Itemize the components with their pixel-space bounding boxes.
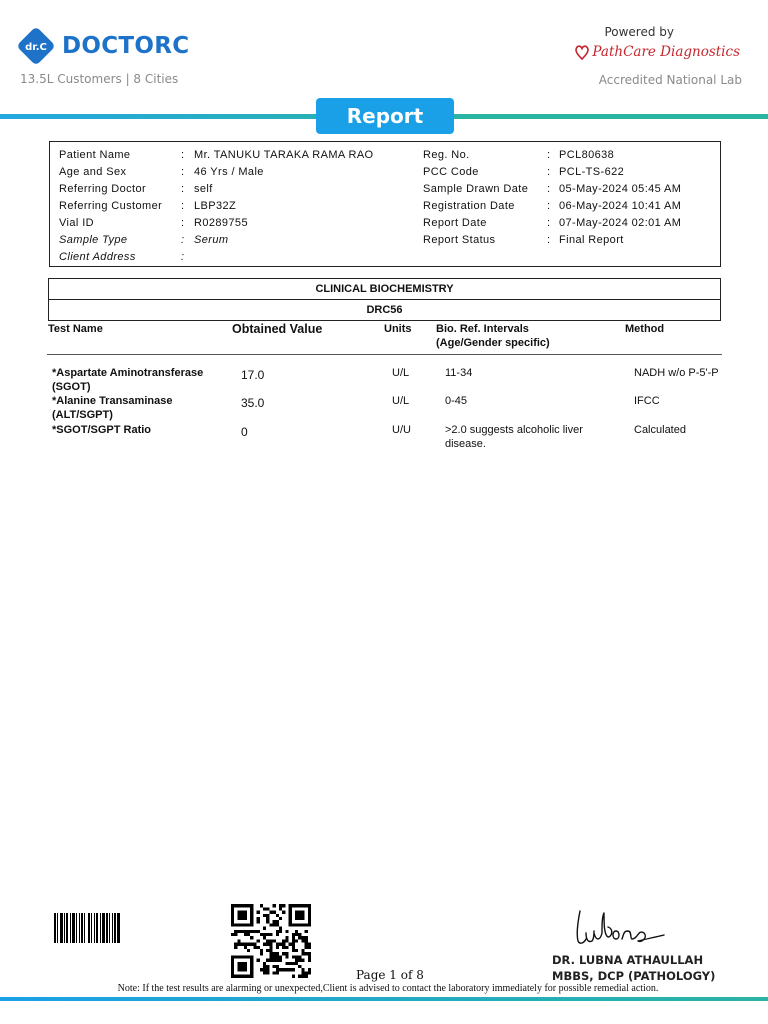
qr-module [269,959,272,962]
patient-details-left [59,148,374,267]
qr-module [305,936,308,939]
qr-module [266,933,269,936]
age-sex-value: 46 Yrs / Male [194,166,264,178]
ref-interval [445,395,620,409]
qr-module [266,920,269,923]
qr-module [260,933,263,936]
patient-row [59,182,374,199]
qr-module [276,933,279,936]
field-label: Referring Customer [59,200,163,212]
qr-module [308,955,311,958]
field-separator: : [547,183,551,195]
qr-module [266,914,269,917]
qr-module [279,968,282,971]
field-separator: : [547,200,551,212]
qr-module [305,939,308,942]
qr-module [250,943,253,946]
referring-doctor-value: self [194,183,213,195]
qr-module [276,914,279,917]
registration-date-value: 06-May-2024 10:41 AM [559,200,682,212]
patient-row [59,250,374,267]
qr-module [234,930,237,933]
field-label: Report Status [423,234,496,246]
field-separator: : [181,149,185,161]
qr-module [292,943,295,946]
test-name-line2: (SGOT) [52,380,91,393]
qr-module [295,955,298,958]
qr-module [247,949,250,952]
qr-module [263,933,266,936]
patient-details-right [423,148,681,250]
patient-row [423,165,681,182]
qr-module [276,955,279,958]
qr-module [263,971,266,974]
qr-module [257,911,260,914]
qr-module [301,949,304,952]
qr-module [276,946,279,949]
qr-module [244,933,247,936]
qr-module [292,962,295,965]
test-name-line1: *Aspartate Aminotransferase [52,367,204,379]
patient-row [59,165,374,182]
qr-module [266,943,269,946]
qr-module [263,927,266,930]
field-separator: : [181,183,185,195]
ref-interval [445,367,620,381]
field-label: Patient Name [59,149,131,161]
field-separator: : [181,166,185,178]
qr-module [269,949,272,952]
referring-customer-value: LBP32Z [194,200,237,212]
test-name-line1: *SGOT/SGPT Ratio [52,424,152,436]
qr-module [253,943,256,946]
qr-module [298,975,301,978]
qr-module [308,971,311,974]
qr-module [308,952,311,955]
patient-row [423,148,681,165]
qr-module [257,939,260,942]
qr-module [292,939,295,942]
qr-module [285,936,288,939]
qr-module [301,968,304,971]
qr-module [266,949,269,952]
qr-module [279,955,282,958]
qr-module [285,946,288,949]
qr-module [269,943,272,946]
qr-module [269,946,272,949]
qr-module [260,904,263,907]
patient-name-value: Mr. TANUKU TARAKA RAMA RAO [194,149,374,161]
brand-tagline: 13.5L Customers | 8 Cities [20,72,179,86]
qr-module [269,923,272,926]
qr-module [298,936,301,939]
qr-module [260,949,263,952]
field-label: Client Address [59,251,136,263]
test-name-line2: (ALT/SGPT) [52,408,113,421]
qr-module [295,930,298,933]
vial-id-value: R0289755 [194,217,248,229]
powered-by-label: Powered by [604,25,674,39]
patient-row [423,182,681,199]
report-date-value: 07-May-2024 02:01 AM [559,217,682,229]
qr-module [305,930,308,933]
qr-module [260,968,263,971]
qr-module [289,962,292,965]
qr-module [237,943,240,946]
test-name-line1: *Alanine Transaminase [52,395,173,407]
qr-module [279,943,282,946]
field-label: Report Date [423,217,487,229]
col-header-obtained-value: Obtained Value [232,322,323,336]
barcode-bar [117,913,120,943]
qr-module [282,968,285,971]
qr-module [260,952,263,955]
qr-module [285,962,288,965]
qr-module [241,930,244,933]
qr-module [282,952,285,955]
footer-note: Note: If the test results are alarming or unexpected,Client is advised to contact the laboratory immediately for possible remedial action. [117,983,659,994]
method: NADH w/o P-5'-P [634,367,719,379]
field-label: Sample Type [59,234,128,246]
qr-module [289,943,292,946]
qr-module [269,933,272,936]
qr-module [269,911,272,914]
qr-module [273,939,276,942]
field-label: Vial ID [59,217,94,229]
partner-name: PathCare Diagnostics [592,44,740,60]
qr-module [266,959,269,962]
qr-module [292,955,295,958]
qr-module [276,930,279,933]
pcc-code-value: PCL-TS-622 [559,166,625,178]
obtained-value: 35.0 [241,396,265,410]
qr-module [279,927,282,930]
qr-module [241,943,244,946]
patient-row [59,199,374,216]
qr-module [266,939,269,942]
qr-module [266,917,269,920]
qr-module [295,911,305,921]
col-header-test-name: Test Name [48,323,103,335]
qr-module [273,911,276,914]
doctorc-logo-icon [16,26,56,66]
qr-module [266,971,269,974]
qr-module [282,904,285,907]
report-status-value: Final Report [559,234,624,246]
qr-module [247,943,250,946]
qr-module [244,946,247,949]
qr-module [305,952,308,955]
qr-module [244,943,247,946]
qr-module [282,939,285,942]
qr-module [266,965,269,968]
qr-module [253,946,256,949]
pathcare-logo [575,44,740,60]
qr-module [247,930,250,933]
obtained-value: 0 [241,425,248,439]
qr-module [273,920,276,923]
qr-module [234,946,237,949]
qr-module [282,943,285,946]
qr-module [305,943,308,946]
qr-module [295,949,298,952]
qr-module [301,952,304,955]
qr-module [237,930,240,933]
method: Calculated [634,424,686,436]
qr-module [295,962,298,965]
patient-row [59,148,374,165]
qr-module [308,943,311,946]
pathcare-heart-icon [575,44,589,60]
patient-row [423,233,681,250]
qr-module [279,930,282,933]
sample-type-value: Serum [194,234,229,246]
col-header-method: Method [625,323,665,335]
qr-module [250,936,253,939]
qr-module [292,946,295,949]
qr-module [301,939,304,942]
reg-no-value: PCL80638 [559,149,615,161]
ref-interval-line1: 11-34 [445,367,473,379]
field-label: PCC Code [423,166,479,178]
qr-module [257,959,260,962]
qr-module [301,975,304,978]
ref-interval-line1: >2.0 suggests alcoholic liver [445,424,583,436]
patient-details-box [49,141,721,267]
method: IFCC [634,395,660,407]
qr-module [237,939,240,942]
doctor-name: DR. LUBNA ATHAULLAH [552,953,704,967]
qr-module [237,911,247,921]
qr-module [295,933,298,936]
table-header-divider [47,354,722,355]
qr-module [253,930,256,933]
patient-row [59,216,374,233]
col-header-ref-line2: (Age/Gender specific) [436,337,550,349]
qr-module [263,965,266,968]
qr-module [285,939,288,942]
qr-module [263,968,266,971]
qr-module [276,959,279,962]
qr-module [292,968,295,971]
qr-module [295,939,298,942]
qr-module [273,904,276,907]
qr-module [282,946,285,949]
patient-row [423,216,681,233]
qr-module [285,968,288,971]
accredited-label: Accredited National Lab [598,73,742,87]
page-number: Page 1 of 8 [356,968,424,982]
qr-module [263,936,266,939]
footer-divider-band [0,997,768,1001]
qr-module [298,955,301,958]
barcode-image [54,913,138,943]
qr-module [269,952,272,955]
qr-module [285,930,288,933]
qr-module [308,946,311,949]
field-separator: : [181,234,185,246]
qr-module [305,975,308,978]
qr-module [301,936,304,939]
qr-module [269,955,272,958]
qr-module [266,968,269,971]
test-name [52,395,227,422]
qr-module [231,933,234,936]
field-separator: : [181,200,185,212]
qr-module [292,933,295,936]
test-name [52,367,227,394]
units: U/L [392,367,410,379]
qr-module [301,959,304,962]
col-header-ref-line1: Bio. Ref. Intervals [436,323,529,335]
field-separator: : [547,166,551,178]
panel-code-heading: DRC56 [48,299,721,321]
qr-module [250,930,253,933]
qr-module [289,968,292,971]
qr-module [237,962,247,972]
qr-module [279,917,282,920]
ref-interval [445,424,620,451]
qr-module [273,959,276,962]
field-label: Sample Drawn Date [423,183,529,195]
qr-module [308,968,311,971]
qr-module [308,959,311,962]
qr-module [234,933,237,936]
doctor-signature [572,903,668,949]
qr-module [276,943,279,946]
field-label: Reg. No. [423,149,470,161]
col-header-ref-intervals [436,322,550,350]
qr-module [276,965,279,968]
qr-module [305,971,308,974]
obtained-value: 17.0 [241,368,265,382]
department-heading: CLINICAL BIOCHEMISTRY [48,278,721,300]
qr-module [276,971,279,974]
qr-module [292,975,295,978]
field-separator: : [181,217,185,229]
qr-module [301,971,304,974]
qr-module [263,962,266,965]
qr-module [285,955,288,958]
qr-module [295,959,298,962]
col-header-units: Units [384,323,412,335]
logo-mark-text: dr.C [25,42,47,53]
ref-interval-line2: disease. [445,437,486,450]
test-name [52,424,227,438]
qr-module [298,933,301,936]
qr-module [269,939,272,942]
qr-module [273,965,276,968]
qr-module [292,936,295,939]
qr-code-image [231,904,311,978]
qr-module [257,946,260,949]
qr-module [276,952,279,955]
qr-module [257,917,260,920]
qr-module [282,911,285,914]
qr-module [279,907,282,910]
qr-module [263,907,266,910]
field-separator: : [181,251,185,263]
ref-interval-line1: 0-45 [445,395,468,407]
doctorc-logo [16,26,189,66]
field-separator: : [547,217,551,229]
units: U/L [392,395,410,407]
qr-module [273,971,276,974]
qr-module [276,968,279,971]
qr-module [266,907,269,910]
qr-module [305,946,308,949]
qr-module [257,920,260,923]
qr-module [273,952,276,955]
qr-module [285,952,288,955]
qr-module [273,923,276,926]
patient-row [423,199,681,216]
qr-module [257,930,260,933]
qr-module [279,959,282,962]
qr-module [273,955,276,958]
qr-module [298,959,301,962]
doctor-qualification: MBBS, DCP (PATHOLOGY) [552,969,716,983]
qr-module [276,923,279,926]
qr-module [247,933,250,936]
qr-module [292,949,295,952]
field-separator: : [547,149,551,161]
brand-name: DOCTORC [62,33,190,59]
qr-module [263,914,266,917]
field-label: Registration Date [423,200,515,212]
patient-row [59,233,374,250]
sample-drawn-date-value: 05-May-2024 05:45 AM [559,183,682,195]
qr-module [298,965,301,968]
qr-module [279,904,282,907]
field-label: Age and Sex [59,166,127,178]
units: U/U [392,424,411,436]
field-label: Referring Doctor [59,183,147,195]
qr-module [276,920,279,923]
qr-module [244,930,247,933]
field-separator: : [547,234,551,246]
qr-module [234,943,237,946]
report-title: Report [316,98,454,134]
qr-module [263,943,266,946]
